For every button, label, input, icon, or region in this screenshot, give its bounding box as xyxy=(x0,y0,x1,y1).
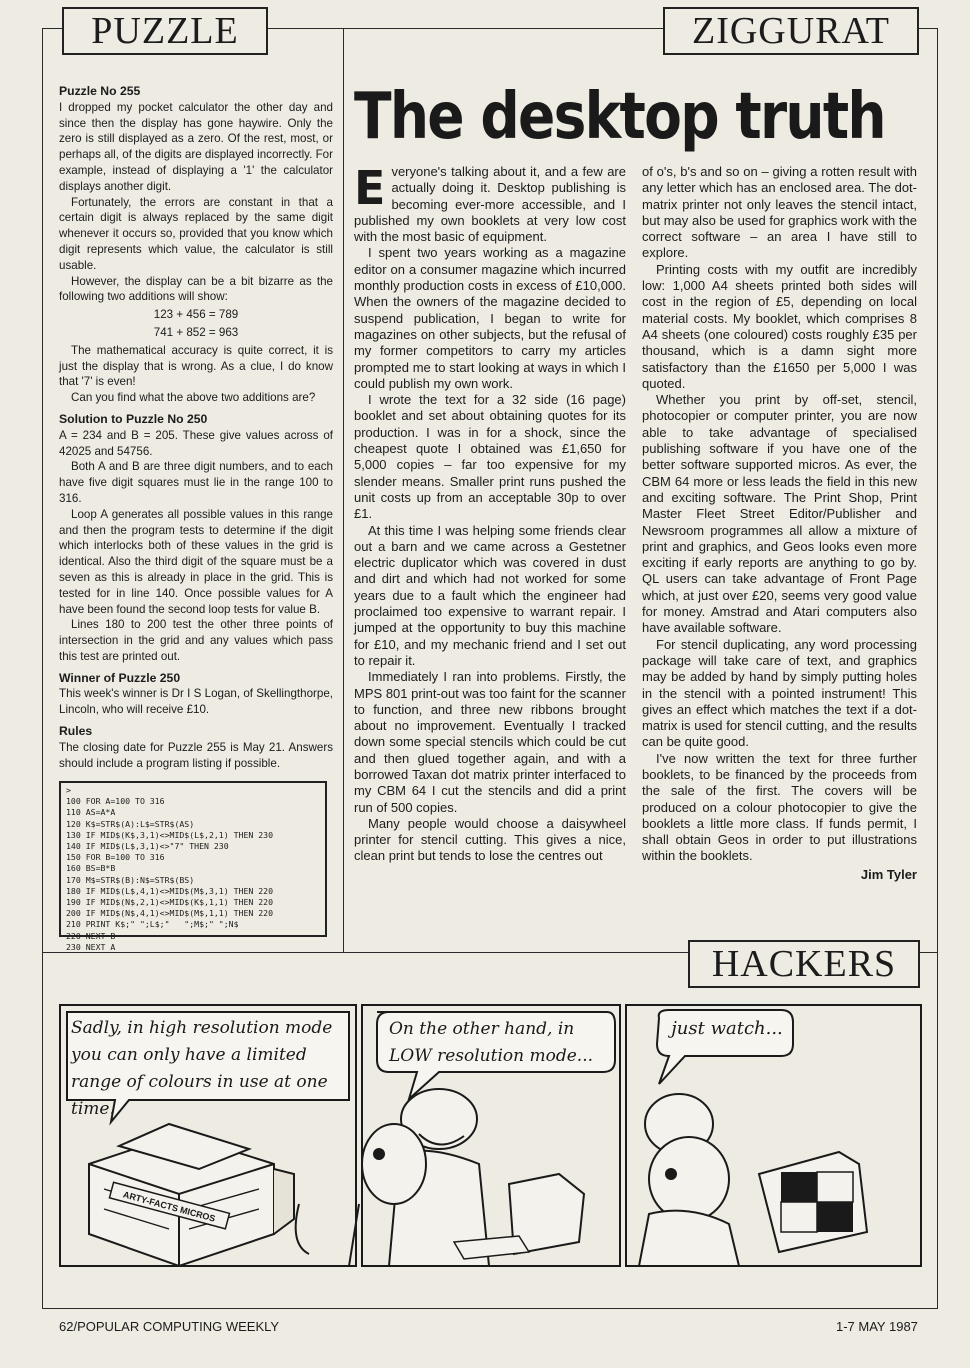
frame-left-rule xyxy=(42,28,43,1308)
solution-paragraph: A = 234 and B = 205. These give values across of 42025 and 54756. xyxy=(59,428,333,458)
article-paragraph: I wrote the text for a 32 side (16 page) booklet and set about obtaining quotes for its production. I was in for a shock, since the cheapest quote I obtained was £1,650 for 5,000 copies – far too expensive for my slender means. Smaller print runs pushed the unit costs up from an acceptable 30p to over £1. xyxy=(354,392,626,522)
hackers-rule-left xyxy=(42,952,688,953)
solution-title: Solution to Puzzle No 250 xyxy=(59,411,208,426)
ziggurat-section-header xyxy=(663,7,919,55)
article-paragraph: At this time I was helping some friends clear out a barn and we came across a Gestetner electric duplicator which was covered in dust and dirt and which had not worked for some years due to a fault which the engineer had proclaimed too expensive to warrant repair. I jumped at the opportunity to buy this machine for £10, and my mechanic friend and I set out to repair it. xyxy=(354,522,626,668)
column-divider-rule xyxy=(343,28,344,952)
puzzle-title: Puzzle No 255 xyxy=(59,84,141,98)
balloon-2-text: On the other hand, in LOW resolution mode... xyxy=(389,1019,593,1066)
frame-top-left-rule xyxy=(42,28,64,29)
article-paragraph: I spent two years working as a magazine editor on a consumer magazine which incurred monthly production costs in excess of £10,000. When the owners of the magazine decided to suspend publication, I began to write for magazines on other subjects, but the refusal of my former competitors to carry my articles prompted me to start looking at ways in which I could publish my own work. xyxy=(354,245,626,391)
article-paragraph: Whether you print by off-set, stencil, photocopier or computer printer, you are now able to take advantage of specialised publishing software if you have one of the better software supported micros. As ever, the CBM 64 more or less leads the field in this new and exciting software. The Print Shop, Print Master Fleet Street Editor/Publisher and Newsroom programmes all allow a mixture of print and graphics, and Geos looks even more exciting if early reports are anything to go by. QL users can take advantage of Front Page which, at just over £20, seems very good value for money. Amstrad and Atari computers also have available software. xyxy=(642,392,917,636)
frame-right-rule xyxy=(937,28,938,1308)
frame-top-mid-rule xyxy=(265,28,663,29)
solution-paragraph: Both A and B are three digit numbers, and to each have five digit squares must lie in the range 100 to 316. xyxy=(59,460,333,505)
article-paragraph: I've now written the text for three further booklets, to be financed by the proceeds from the sale of the first. The covers will be produced on a colour photocopier to give the booklets a little more class. If funds permit, I shall obtain Geos in order to put illustrations within the booklets. xyxy=(642,750,917,864)
solution-paragraph: Lines 180 to 200 test the other three points of intersection in the grid and any values which pass this test are printed out. xyxy=(59,618,333,663)
article-paragraph: Immediately I ran into problems. Firstly, the MPS 801 print-out was too faint for the scanner to function, and three new ribbons brought about no improvement. Eventually I tracked down some special stencils which could be cut and then glued together again, and with a borrowed Taxan dot matrix printer interfaced to my CBM 64 I cut the stencils and did a print run of 500 copies. xyxy=(354,669,626,815)
rules-paragraph: The closing date for Puzzle 255 is May 21. Answers should include a program listing if possible. xyxy=(59,740,333,770)
ziggurat-header-label: ZIGGURAT xyxy=(692,10,890,52)
shop-sign-text: ARTY-FACTS MICROS xyxy=(122,1189,217,1224)
puzzle-header-label: PUZZLE xyxy=(91,10,239,52)
article-column-1 xyxy=(354,161,626,865)
puzzle-section-header xyxy=(62,7,268,55)
footer-publication: 62/POPULAR COMPUTING WEEKLY xyxy=(59,1319,280,1334)
article-paragraph: veryone's talking about it, and a few are actually doing it. Desktop publishing is becoming ever-more accessible, and I published my own booklets at very low cost with the most basic of equipment. xyxy=(354,164,626,245)
article-byline: Jim Tyler xyxy=(860,866,917,882)
puzzle-equation: 123 + 456 = 789 xyxy=(153,308,239,322)
article-paragraph: Printing costs with my outfit are incredibly low: 1,000 A4 sheets printed both sides will cost in the region of £5, depending on local material costs. My booklet, which comprises 8 A4 sheets (one coloured) costs roughly £35 per thousand, which is a damn sight more satisfactory than the £1650 per 5,000 I was quoted. xyxy=(642,261,917,391)
monitor-checker-screen xyxy=(781,1172,853,1232)
winner-paragraph: This week's winner is Dr I S Logan, of Skellingthorpe, Lincoln, who will receive £10. xyxy=(59,687,333,717)
puzzle-equation: 741 + 852 = 963 xyxy=(153,325,239,339)
article-paragraph: For stencil duplicating, any word processing package will take care of text, and graphics may be added by hand by simply putting holes in the stencil with a pointed instrument! This gives an effect which matches the text if a dot-matrix is used for stencil cutting, and the results can be quite good. xyxy=(642,636,917,750)
article-column-2 xyxy=(642,164,917,883)
frame-bottom-rule xyxy=(42,1308,938,1309)
article-paragraph: of o's, b's and so on – giving a rotten result with any letter which has an enclosed area. The dot-matrix printer not only leaves the stencil intact, but may also be used for graphics work with the correct software – an area I have still to explore. xyxy=(642,164,917,261)
balloon-3-text: just watch... xyxy=(671,1018,783,1039)
hackers-cartoon-strip xyxy=(59,1004,923,1268)
article-paragraph: Many people would choose a daisywheel printer for stencil cutting. This gives a nice, clean print but tends to lose the centres out xyxy=(354,815,626,864)
winner-title: Winner of Puzzle 250 xyxy=(59,670,181,685)
drop-cap: E xyxy=(354,161,386,215)
hackers-section-header xyxy=(688,940,920,988)
puzzle-paragraph: However, the display can be a bit bizarre as the following two additions will show: xyxy=(59,274,333,304)
puzzle-paragraph: The mathematical accuracy is quite correct, it is just the display that is wrong. As a clue, I do know that '7' is even! xyxy=(59,343,333,389)
puzzle-column xyxy=(59,84,333,771)
balloon-1-text: Sadly, in high resolution mode you can only have a limited range of colours in use at one time. xyxy=(71,1018,333,1119)
article-headline: The desktop truth xyxy=(354,80,885,154)
footer-date: 1-7 MAY 1987 xyxy=(836,1319,918,1334)
puzzle-paragraph: Fortunately, the errors are constant in that a certain digit is always replaced by the same digit whenever it occurs so, provided that you know which digit represents which value, the calculator is still usable. xyxy=(59,195,333,272)
frame-top-right-rule xyxy=(916,28,938,29)
hackers-header-label: HACKERS xyxy=(711,943,897,985)
puzzle-paragraph: I dropped my pocket calculator the other day and since then the display has gone haywire. Only the zero is still displayed as a zero. Of the rest, most, or perhaps all, of the digits are displayed incorrectly. For example, instead of displaying a '1' the calculator displays another digit. xyxy=(59,100,333,193)
puzzle-paragraph: Can you find what the above two additions are? xyxy=(71,391,316,405)
solution-paragraph: Loop A generates all possible values in this range and then the program tests to determine if the digit which interlocks both of these values in the grid is identical. Also the third digit of the square must be a seven as this is already in place in the grid. This is tested for in line 140. Once possible values for A have been found the second loop tests for value B. xyxy=(59,507,333,616)
rules-title: Rules xyxy=(59,724,93,739)
program-listing: > 100 FOR A=100 TO 316 110 AS=A*A 120 K$=STR$(A):L$=STR$(AS) 130 IF MID$(K$,3,1)<>MID$(L$,2,1) THEN 230 140 IF MID$(L$,3,1)<>"7" THEN 230 150 FOR B=100 TO 316 160 BS=B*B 170 M$=STR$(B):N$=STR$(BS) 180 IF MID$(L$,4,1)<>MID$(M$,3,1) THEN 220 190 IF MID$(N$,2,1)<>MID$(K$,1,1) THEN 220 200 IF MID$(N$,4,1)<>MID$(M$,1,1) THEN 220 210 PRINT K$;" ";L$;" ";M$;" ";N$ 220 NEXT B 230 NEXT A xyxy=(59,781,327,937)
